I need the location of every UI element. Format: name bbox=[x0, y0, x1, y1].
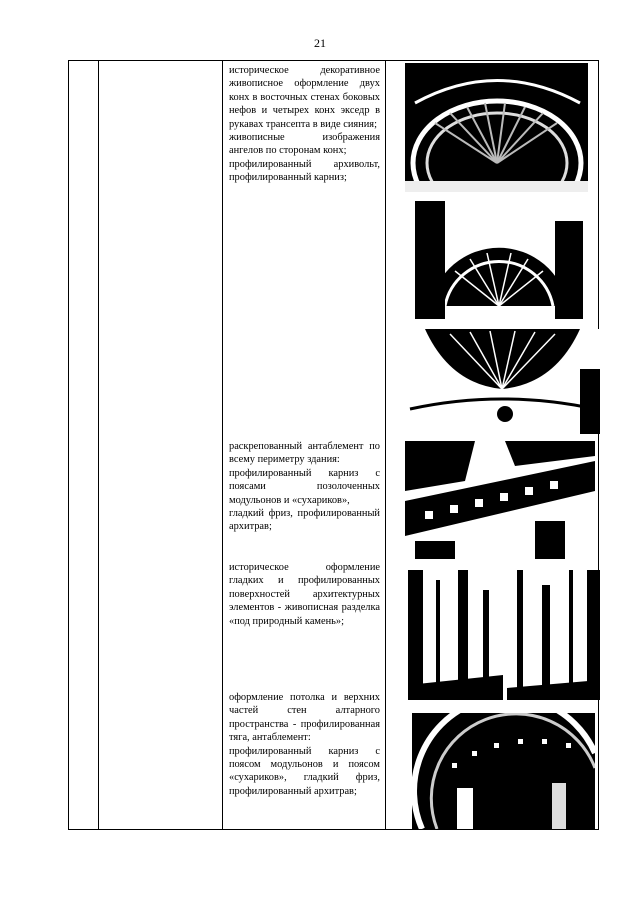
altar-ceiling-photo bbox=[412, 713, 595, 829]
text-line: историческое оформление гладких и профилированных поверхностей архитектурных элементов - живописная разделка «под природный камень»; bbox=[229, 562, 380, 627]
text-line: живописные изображения ангелов по сторонам конх; bbox=[229, 132, 380, 157]
column-divider bbox=[222, 61, 223, 829]
column-divider bbox=[98, 61, 99, 829]
page-number: 21 bbox=[314, 36, 326, 50]
text-line: оформление потолка и верхних частей стен алтарного пространства - профилированная тяга, антаблемент: bbox=[229, 692, 380, 744]
text-line: раскрепованный антаблемент по всему периметру здания: bbox=[229, 441, 380, 466]
dome-conch-photo bbox=[405, 63, 588, 192]
stone-finish-photo bbox=[408, 570, 503, 700]
text-block-conchs bbox=[229, 64, 380, 185]
text-block-stone-finish bbox=[229, 561, 380, 628]
dome-conch-photo bbox=[415, 201, 583, 319]
text-line: профилированный карниз с поясами позолоченных модульонов и «сухариков», bbox=[229, 467, 380, 506]
text-block-altar bbox=[229, 691, 380, 798]
column-divider bbox=[385, 61, 386, 829]
text-block-entablature bbox=[229, 440, 380, 534]
monument-table bbox=[68, 60, 599, 830]
text-line: профилированный архивольт, профилированный карниз; bbox=[229, 158, 380, 184]
stone-finish-photo bbox=[507, 570, 600, 700]
dome-conch-photo bbox=[405, 329, 600, 434]
entablature-photo bbox=[405, 441, 595, 559]
text-line: профилированный карниз с поясом модульонов и поясом «сухариков», гладкий фриз, профилированный архитрав; bbox=[229, 745, 380, 797]
text-line: гладкий фриз, профилированный архитрав; bbox=[229, 508, 380, 533]
text-line: историческое декоративное живописное оформление двух конх в восточных стенах боковых нефов и четырех конх экседр в рукавах трансепта в виде сияния; bbox=[229, 65, 380, 130]
